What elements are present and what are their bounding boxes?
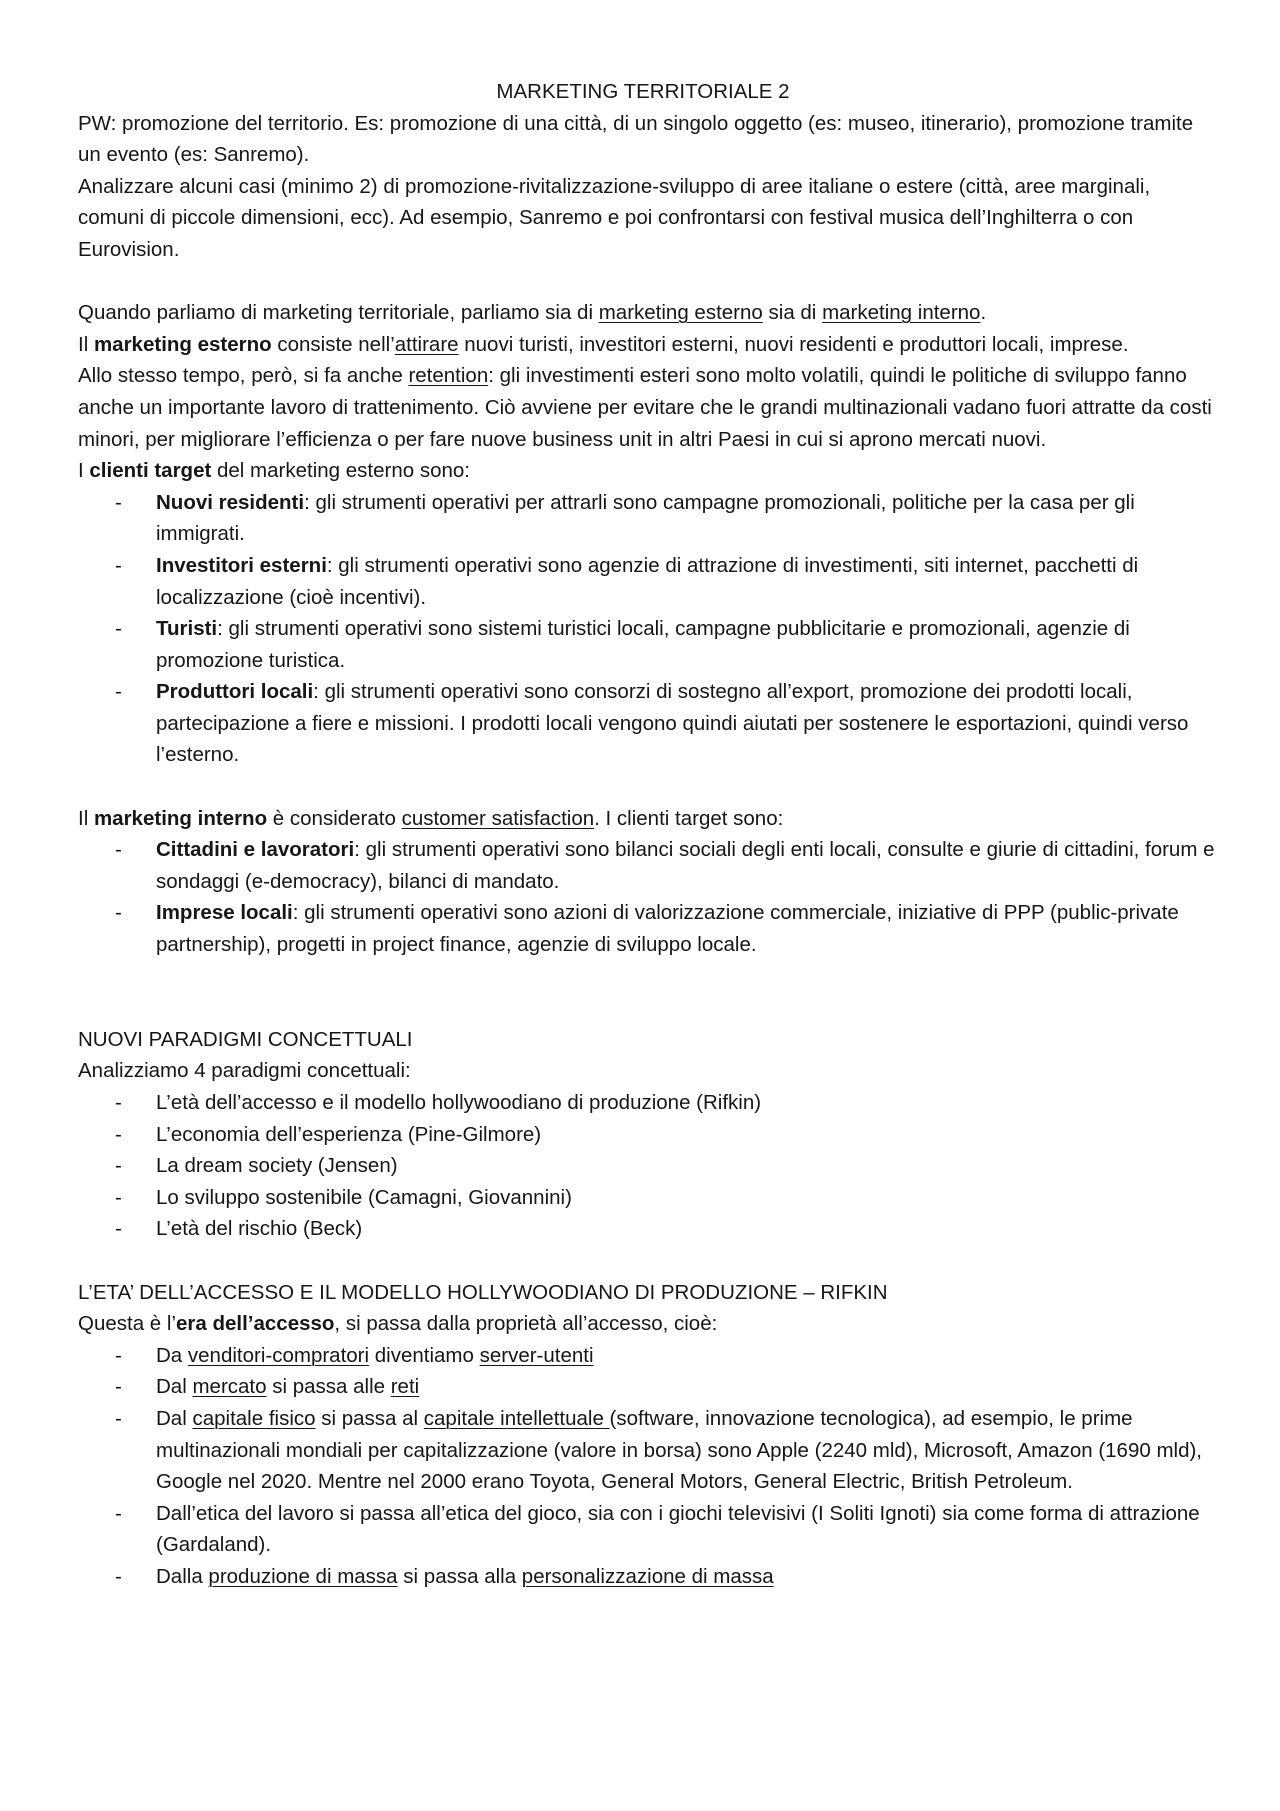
list-item: - L’età dell’accesso e il modello hollywoodiano di produzione (Rifkin) (156, 1087, 1220, 1119)
paragraph-marketing-esterno: Il marketing esterno consiste nell’attirare nuovi turisti, investitori esterni, nuovi residenti e produttori locali, imprese. (78, 332, 1129, 356)
bold-marketing-esterno: marketing esterno (93, 332, 272, 356)
underline-marketing-esterno: marketing esterno (598, 301, 763, 325)
internal-targets-list (78, 834, 1220, 960)
underline-attirare: attirare (394, 332, 459, 356)
list-item: - Lo sviluppo sostenibile (Camagni, Giovannini) (156, 1182, 1220, 1214)
underline-retention: retention (408, 364, 489, 388)
spacer (78, 1245, 1220, 1277)
list-item: - Produttori locali: gli strumenti operativi sono consorzi di sostegno all’export, promozione dei prodotti locali, partecipazione a fiere e missioni. I prodotti locali vengono quindi aiutati per sostenere le esportazioni, quindi verso l’esterno. (156, 676, 1220, 771)
paragraph-marketing-types: Quando parliamo di marketing territoriale, parliamo sia di marketing esterno sia di marketing interno. (78, 301, 987, 325)
intro-cases: Analizzare alcuni casi (minimo 2) di promozione-rivitalizzazione-sviluppo di aree italiane o estere (città, aree marginali, comuni di piccole dimensioni, ecc). Ad esempio, Sanremo e poi confrontarsi con festival musica dell’Inghilterra o con Eurovision. (78, 174, 1151, 261)
underline-marketing-interno: marketing interno (822, 301, 981, 325)
section-heading-rifkin: L’ETA’ DELL’ACCESSO E IL MODELLO HOLLYWOODIANO DI PRODUZIONE – RIFKIN (78, 1280, 888, 1304)
list-item: - Imprese locali: gli strumenti operativi sono azioni di valorizzazione commerciale, iniziative di PPP (public-private partnership), progetti in project finance, agenzie di sviluppo locale. (156, 897, 1220, 960)
section-heading-paradigmi: NUOVI PARADIGMI CONCETTUALI (78, 1027, 413, 1051)
bold-clienti-target: clienti target (89, 459, 212, 483)
paradigmi-intro: Analizziamo 4 paradigmi concettuali: (78, 1059, 411, 1083)
rifkin-list (78, 1340, 1220, 1593)
list-item: - Da venditori-compratori diventiamo server-utenti (156, 1340, 1220, 1372)
spacer (78, 771, 1220, 803)
list-item: - L’economia dell’esperienza (Pine-Gilmore) (156, 1119, 1220, 1151)
list-item: - Dal capitale fisico si passa al capitale intellettuale (software, innovazione tecnologica), ad esempio, le prime multinazionali mondiali per capitalizzazione (valore in borsa) sono Apple (2240 mld), Microsoft, Amazon (1690 mld), Google nel 2020. Mentre nel 2000 erano Toyota, General Motors, General Electric, British Petroleum. (156, 1403, 1220, 1498)
page-title: MARKETING TERRITORIALE 2 (496, 80, 790, 103)
list-item: - L’età del rischio (Beck) (156, 1213, 1220, 1245)
paragraph-retention: Allo stesso tempo, però, si fa anche retention: gli investimenti esteri sono molto volatili, quindi le politiche di sviluppo fanno anche un importante lavoro di trattenimento. Ciò avviene per evitare che le grandi multinazionali vadano fuori attratte da costi minori, per migliorare l’efficienza o per fare nuove business unit in altri Paesi in cui si aprono mercati nuovi. (78, 364, 1212, 451)
paragraph-clienti-target: I clienti target del marketing esterno sono: (78, 459, 470, 483)
rifkin-intro: Questa è l’era dell’accesso, si passa dalla proprietà all’accesso, cioè: (78, 1312, 718, 1336)
list-item: - Cittadini e lavoratori: gli strumenti operativi sono bilanci sociali degli enti locali, consulte e giurie di cittadini, forum e sondaggi (e-democracy), bilanci di mandato. (156, 834, 1220, 897)
spacer (78, 961, 1220, 1024)
paragraph-marketing-interno: Il marketing interno è considerato customer satisfaction. I clienti target sono: (78, 806, 784, 830)
paradigms-list (78, 1087, 1220, 1245)
intro-pw: PW: promozione del territorio. Es: promozione di una città, di un singolo oggetto (es: museo, itinerario), promozione tramite un evento (es: Sanremo). (78, 111, 1194, 167)
list-item: - Dall’etica del lavoro si passa all’etica del gioco, sia con i giochi televisivi (I Soliti Ignoti) sia come forma di attrazione (Gardaland). (156, 1498, 1220, 1561)
list-item: - Turisti: gli strumenti operativi sono sistemi turistici locali, campagne pubblicitarie e promozionali, agenzie di promozione turistica. (156, 613, 1220, 676)
list-item: - Dalla produzione di massa si passa alla personalizzazione di massa (156, 1561, 1220, 1593)
list-item: - Nuovi residenti: gli strumenti operativi per attrarli sono campagne promozionali, politiche per la casa per gli immigrati. (156, 487, 1220, 550)
underline-customer-satisfaction: customer satisfaction (401, 806, 595, 830)
external-targets-list (78, 487, 1220, 771)
list-item: - Investitori esterni: gli strumenti operativi sono agenzie di attrazione di investimenti, siti internet, pacchetti di localizzazione (cioè incentivi). (156, 550, 1220, 613)
bold-marketing-interno: marketing interno (93, 806, 268, 830)
spacer (78, 266, 1220, 298)
bold-era-accesso: era dell’accesso (176, 1312, 335, 1336)
list-item: - Dal mercato si passa alle reti (156, 1371, 1220, 1403)
list-item: - La dream society (Jensen) (156, 1150, 1220, 1182)
